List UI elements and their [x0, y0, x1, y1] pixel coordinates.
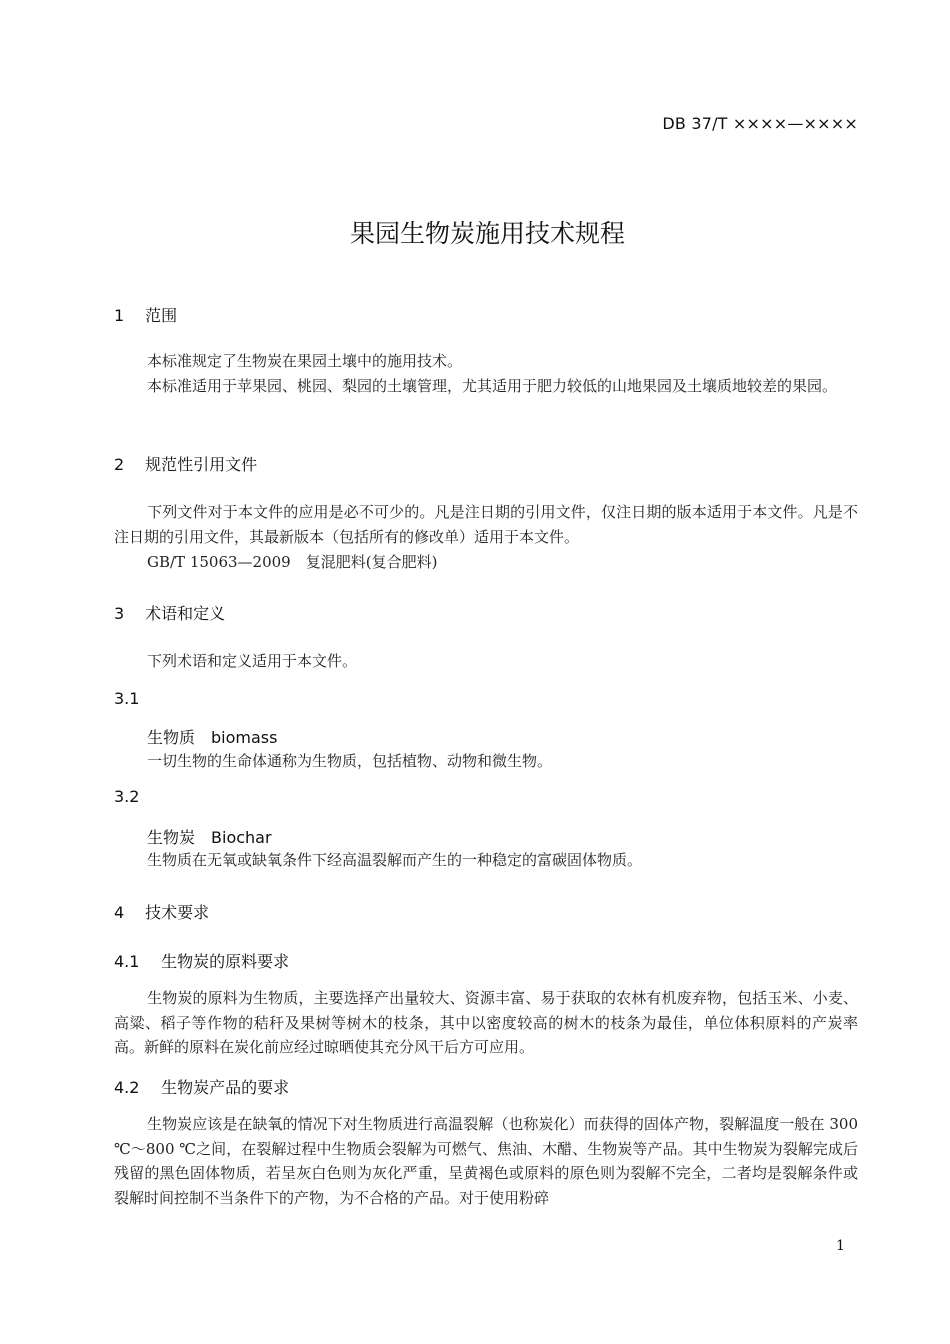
section-2-paragraph: 下列文件对于本文件的应用是必不可少的。凡是注日期的引用文件，仅注日期的版本适用于本文件。凡是不注日期的引用文件，其最新版本（包括所有的修改单）适用于本文件。: [114, 503, 858, 546]
term-zh: 生物炭: [147, 828, 196, 847]
term-3-2-definition: 生物质在无氧或缺氧条件下经高温裂解而产生的一种稳定的富碳固体物质。: [147, 851, 643, 869]
term-3-1-definition: 一切生物的生命体通称为生物质，包括植物、动物和微生物。: [147, 752, 553, 770]
section-2-heading: [114, 452, 257, 475]
term-zh: 生物质: [147, 728, 196, 747]
section-number: 3: [114, 604, 125, 623]
section-1-paragraph-1: 本标准规定了生物炭在果园土壤中的施用技术。: [147, 352, 463, 370]
section-number: 1: [114, 306, 125, 325]
subsection-title: 生物炭产品的要求: [161, 1078, 290, 1097]
subsection-4-1-paragraph: 生物炭的原料为生物质，主要选择产出量较大、资源丰富、易于获取的农林有机废弃物，包括玉米、小麦、高粱、稻子等作物的秸秆及果树等树木的枝条，其中以密度较高的树木的枝条为最佳，单位体积原料的产炭率高。新鲜的原料在炭化前应经过晾晒使其充分风干后方可应用。: [114, 989, 858, 1056]
section-title: 技术要求: [145, 903, 210, 922]
subsection-number: 4.1: [114, 952, 140, 971]
term-3-1-name: [147, 725, 277, 748]
term-3-1-number: 3.1: [114, 689, 140, 708]
document-title: 果园生物炭施用技术规程: [349, 219, 625, 248]
term-en: Biochar: [211, 828, 272, 847]
section-number: 2: [114, 455, 125, 474]
page-number: 1: [836, 1238, 845, 1254]
subsection-4-2-paragraph: 生物炭应该是在缺氧的情况下对生物质进行高温裂解（也称炭化）而获得的固体产物，裂解温度一般在 300 ℃～800 ℃之间，在裂解过程中生物质会裂解为可燃气、焦油、木醋、生物炭等产品。其中生物炭为裂解完成后残留的黑色固体物质，若呈灰白色则为灰化严重，呈黄褐色或原料的原色则为裂解不完全，二者均是裂解条件或裂解时间控制不当条件下的产物，为不合格的产品。对于使用粉碎: [114, 1115, 858, 1207]
term-3-2-name: [147, 825, 272, 848]
section-title: 术语和定义: [145, 604, 226, 623]
subsection-4-1-heading: [114, 949, 289, 972]
section-1-heading: [114, 303, 177, 326]
term-3-2-number: 3.2: [114, 787, 140, 806]
section-number: 4: [114, 903, 125, 922]
term-en: biomass: [211, 728, 278, 747]
section-3-heading: [114, 601, 225, 624]
subsection-title: 生物炭的原料要求: [161, 952, 290, 971]
section-title: 规范性引用文件: [145, 455, 258, 474]
section-title: 范围: [145, 306, 178, 325]
section-4-heading: [114, 900, 209, 923]
subsection-4-2-heading: [114, 1075, 289, 1098]
document-code: DB 37/T ××××—××××: [662, 114, 858, 133]
reference-item: GB/T 15063—2009 复混肥料(复合肥料): [147, 553, 438, 571]
section-3-intro: 下列术语和定义适用于本文件。: [147, 652, 358, 670]
subsection-number: 4.2: [114, 1078, 140, 1097]
section-1-paragraph-2: 本标准适用于苹果园、桃园、梨园的土壤管理，尤其适用于肥力较低的山地果园及土壤质地较差的果园。: [147, 377, 838, 395]
